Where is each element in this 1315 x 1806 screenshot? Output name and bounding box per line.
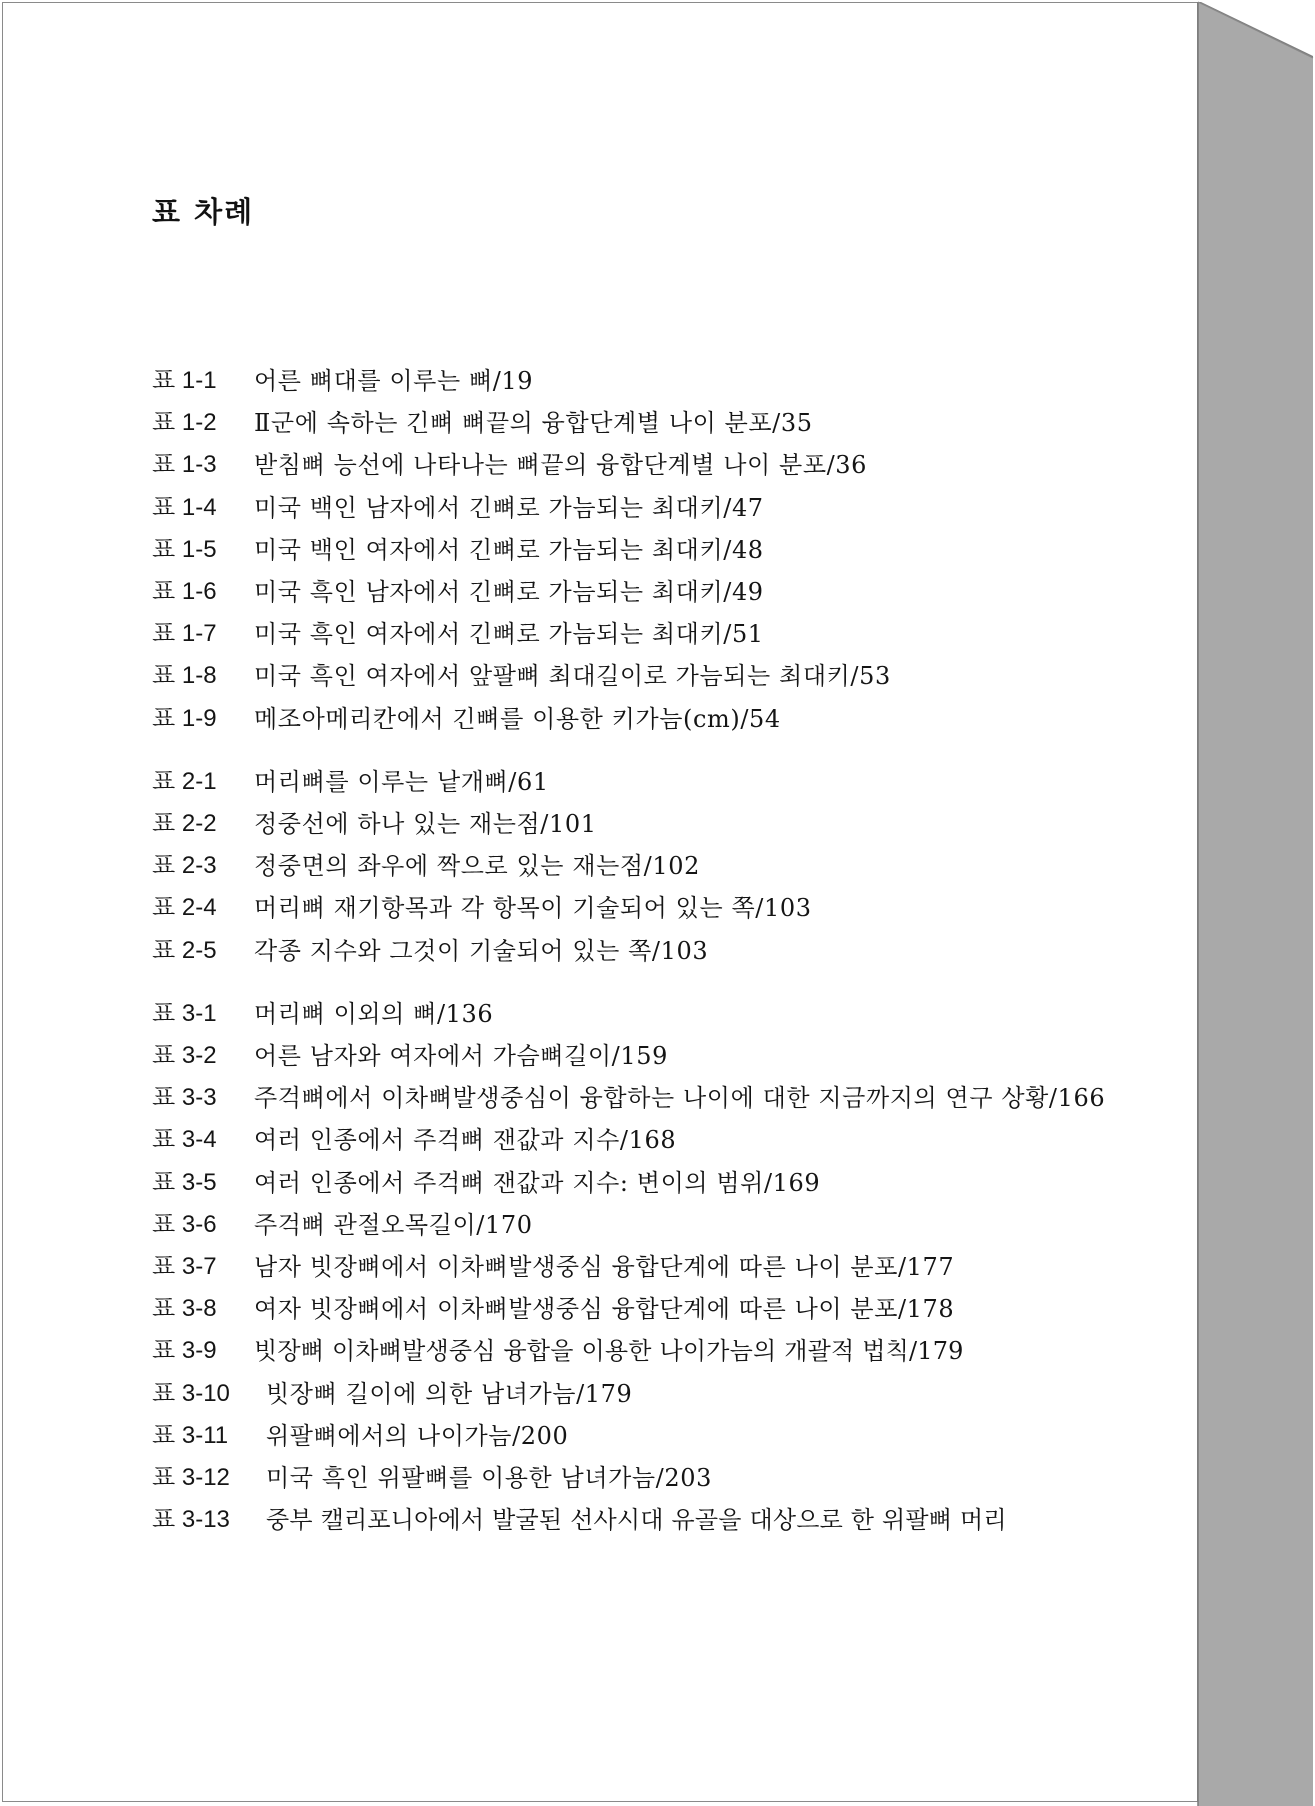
- table-number: 표 1-5: [152, 535, 217, 563]
- toc-entry: [152, 845, 1112, 887]
- table-number: 표 1-2: [152, 409, 217, 437]
- table-caption: 미국 백인 남자에서 긴뼈로 가늠되는 최대키/47: [254, 493, 764, 522]
- table-caption: Ⅱ군에 속하는 긴뼈 뼈끝의 융합단계별 나이 분포/35: [254, 409, 813, 438]
- toc-entry: [152, 402, 1112, 444]
- table-caption: 미국 흑인 위팔뼈를 이용한 남녀가늠/203: [266, 1464, 712, 1493]
- toc-entry: [152, 761, 1112, 803]
- toc-entry: [152, 1415, 1112, 1457]
- table-number: 표 2-4: [152, 894, 217, 922]
- toc-entry: [152, 487, 1112, 529]
- table-caption: 머리뼈 이외의 뼈/136: [254, 999, 494, 1028]
- toc-entry: [152, 993, 1112, 1035]
- toc-entry: [152, 655, 1112, 697]
- table-number: 표 1-7: [152, 620, 217, 648]
- table-list: [152, 360, 1112, 1562]
- table-number: 표 1-6: [152, 578, 217, 606]
- toc-entry: [152, 1162, 1112, 1204]
- table-number: 표 3-9: [152, 1337, 217, 1365]
- toc-entry: [152, 803, 1112, 845]
- table-caption: 여자 빗장뼈에서 이차뼈발생중심 융합단계에 따른 나이 분포/178: [254, 1295, 955, 1324]
- table-caption: 주걱뼈에서 이차뼈발생중심이 융합하는 나이에 대한 지금까지의 연구 상황/166: [254, 1084, 1106, 1113]
- table-caption: 정중면의 좌우에 짝으로 있는 재는점/102: [254, 852, 700, 881]
- table-number: 표 3-1: [152, 999, 217, 1027]
- table-number: 표 3-8: [152, 1295, 217, 1323]
- table-caption: 미국 흑인 여자에서 앞팔뼈 최대길이로 가늠되는 최대키/53: [254, 662, 891, 691]
- table-number: 표 3-7: [152, 1253, 217, 1281]
- table-caption: 어른 뼈대를 이루는 뼈/19: [254, 367, 534, 395]
- toc-entry: [152, 1288, 1112, 1330]
- toc-entry: [152, 1119, 1112, 1161]
- table-caption: 정중선에 하나 있는 재는점/101: [254, 810, 597, 839]
- table-caption: 미국 흑인 여자에서 긴뼈로 가늠되는 최대키/51: [254, 620, 764, 649]
- table-number: 표 2-5: [152, 936, 217, 964]
- toc-entry: [152, 1035, 1112, 1077]
- table-number: 표 2-3: [152, 852, 217, 880]
- toc-entry: [152, 698, 1112, 740]
- table-number: 표 1-9: [152, 704, 217, 732]
- table-number: 표 3-6: [152, 1210, 217, 1238]
- table-number: 표 1-8: [152, 662, 217, 690]
- table-caption: 중부 캘리포니아에서 발굴된 선사시대 유골을 대상으로 한 위팔뼈 머리: [266, 1506, 1007, 1535]
- table-caption: 어른 남자와 여자에서 가슴뼈길이/159: [254, 1042, 668, 1071]
- table-caption: 메조아메리칸에서 긴뼈를 이용한 키가늠(cm)/54: [254, 704, 781, 733]
- table-caption: 주걱뼈 관절오목길이/170: [254, 1210, 533, 1239]
- toc-entry: [152, 1204, 1112, 1246]
- table-number: 표 3-11: [152, 1421, 229, 1449]
- table-number: 표 3-2: [152, 1042, 217, 1070]
- toc-entry: [152, 1373, 1112, 1415]
- toc-group-chapter-3: [152, 993, 1112, 1542]
- table-caption: 머리뼈 재기항목과 각 항목이 기술되어 있는 쪽/103: [254, 894, 812, 923]
- toc-entry: [152, 444, 1112, 486]
- table-number: 표 3-4: [152, 1126, 217, 1154]
- toc-entry: [152, 571, 1112, 613]
- table-caption: 여러 인종에서 주걱뼈 잰값과 지수/168: [254, 1126, 677, 1155]
- table-caption: 각종 지수와 그것이 기술되어 있는 쪽/103: [254, 936, 709, 965]
- table-number: 표 1-4: [152, 493, 217, 521]
- toc-group-chapter-1: [152, 360, 1112, 740]
- toc-group-chapter-2: [152, 761, 1112, 972]
- toc-entry: [152, 1457, 1112, 1499]
- toc-entry: [152, 613, 1112, 655]
- toc-entry: [152, 1330, 1112, 1372]
- toc-entry: [152, 360, 1112, 402]
- table-number: 표 3-12: [152, 1464, 230, 1492]
- table-number: 표 1-3: [152, 451, 217, 479]
- page-title: 표 차례: [152, 195, 255, 229]
- table-caption: 남자 빗장뼈에서 이차뼈발생중심 융합단계에 따른 나이 분포/177: [254, 1253, 955, 1282]
- table-caption: 받침뼈 능선에 나타나는 뼈끝의 융합단계별 나이 분포/36: [254, 451, 868, 480]
- table-number: 표 3-13: [152, 1506, 230, 1534]
- table-number: 표 3-10: [152, 1379, 230, 1407]
- table-number: 표 3-3: [152, 1084, 217, 1112]
- toc-entry: [152, 529, 1112, 571]
- toc-entry: [152, 1246, 1112, 1288]
- table-number: 표 3-5: [152, 1168, 217, 1196]
- table-caption: 미국 흑인 남자에서 긴뼈로 가늠되는 최대키/49: [254, 578, 764, 607]
- table-caption: 머리뼈를 이루는 낱개뼈/61: [254, 767, 549, 796]
- toc-entry: [152, 1499, 1112, 1541]
- table-caption: 미국 백인 여자에서 긴뼈로 가늠되는 최대키/48: [254, 535, 764, 564]
- table-number: 표 1-1: [152, 367, 217, 394]
- toc-entry: [152, 887, 1112, 929]
- table-caption: 위팔뼈에서의 나이가늠/200: [266, 1421, 569, 1450]
- table-number: 표 2-1: [152, 767, 217, 795]
- table-caption: 빗장뼈 이차뼈발생중심 융합을 이용한 나이가늠의 개괄적 법칙/179: [254, 1337, 964, 1366]
- table-number: 표 2-2: [152, 810, 217, 838]
- table-caption: 여러 인종에서 주걱뼈 잰값과 지수: 변이의 범위/169: [254, 1168, 821, 1197]
- toc-entry: [152, 1077, 1112, 1119]
- toc-entry: [152, 930, 1112, 972]
- table-caption: 빗장뼈 길이에 의한 남녀가늠/179: [266, 1379, 633, 1408]
